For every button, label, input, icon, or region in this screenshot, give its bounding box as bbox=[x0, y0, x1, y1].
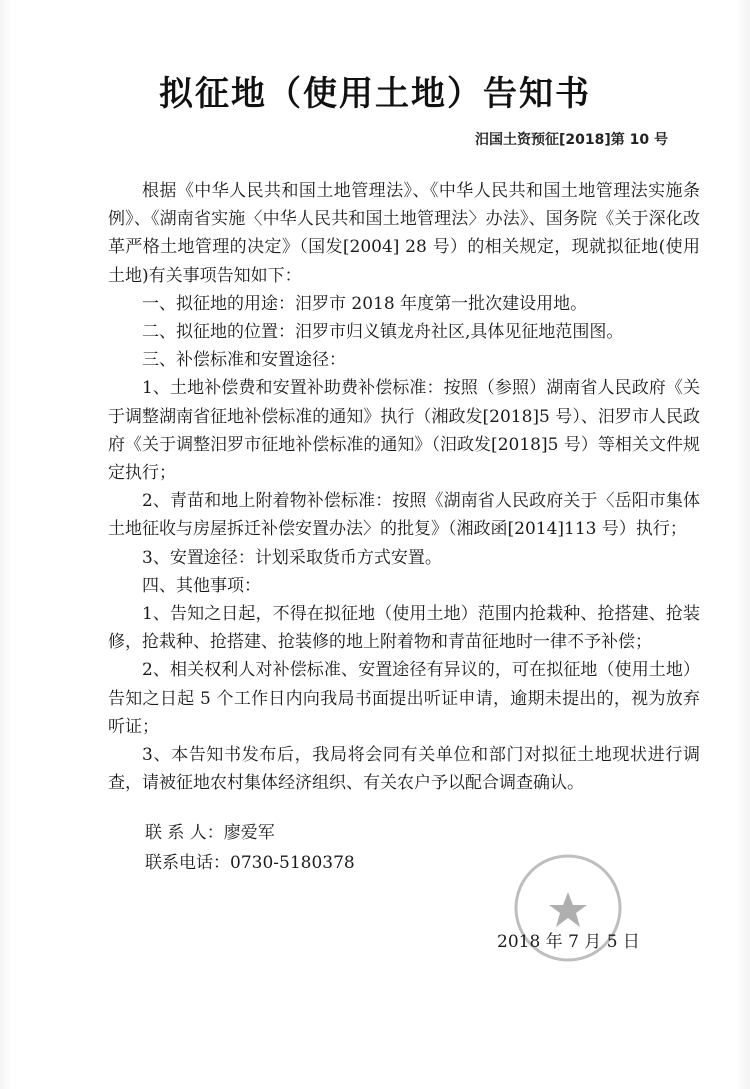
document-number: 汨国土资预征[2018]第 10 号 bbox=[475, 132, 668, 148]
paragraph: 根据《中华人民共和国土地管理法》、《中华人民共和国土地管理法实施条例》、《湖南省实施〈中华人民共和国土地管理法〉办法》、国务院《关于深化改革严格土地管理的决定》（国发[2004] 28 号）的相关规定，现就拟征地(使用土地)有关事项告知如下： bbox=[108, 181, 700, 286]
paragraph: 一、拟征地的用途：汨罗市 2018 年度第一批次建设用地。 bbox=[142, 293, 588, 314]
paragraph: 1、土地补偿费和安置补助费补偿标准：按照（参照）湖南省人民政府《关于调整湖南省征地补偿标准的通知》执行（湘政发[2018]5 号）、汨罗市人民政府《关于调整汨罗市征地补偿标准的通知》（汨政发[2018]5 号）等相关文件规定执行； bbox=[108, 378, 700, 484]
document-body bbox=[108, 177, 700, 797]
paragraph: 3、安置途径：计划采取货币方式安置。 bbox=[142, 547, 442, 568]
document-title: 拟征地（使用土地）告知书 bbox=[159, 74, 591, 114]
paragraph: 3、本告知书发布后，我局将会同有关单位和部门对拟征土地现状进行调查，请被征地农村集体经济组织、有关农户予以配合调查确认。 bbox=[108, 745, 700, 794]
paragraph: 2、相关权利人对补偿标准、安置途径有异议的，可在拟征地（使用土地）告知之日起 5 个工作日内向我局书面提出听证申请，逾期未提出的，视为放弃听证； bbox=[108, 660, 700, 737]
contact-phone: 联系电话：0730-5180378 bbox=[145, 853, 355, 873]
paragraph: 1、告知之日起，不得在拟征地（使用土地）范围内抢栽种、抢搭建、抢装修，抢栽种、抢搭建、抢装修的地上附着物和青苗征地时一律不予补偿； bbox=[108, 604, 700, 653]
paragraph: 四、其他事项： bbox=[142, 575, 261, 596]
contact-person: 联 系 人：廖爱军 bbox=[145, 823, 275, 843]
paragraph: 二、拟征地的位置：汨罗市归义镇龙舟社区,具体见征地范围图。 bbox=[142, 322, 624, 343]
document-date: 2018 年 7 月 5 日 bbox=[497, 932, 640, 952]
paragraph: 三、补偿标准和安置途径： bbox=[142, 350, 346, 371]
paragraph: 2、青苗和地上附着物补偿标准：按照《湖南省人民政府关于〈岳阳市集体土地征收与房屋拆迁补偿安置办法〉的批复》（湘政函[2014]113 号）执行； bbox=[108, 491, 700, 540]
